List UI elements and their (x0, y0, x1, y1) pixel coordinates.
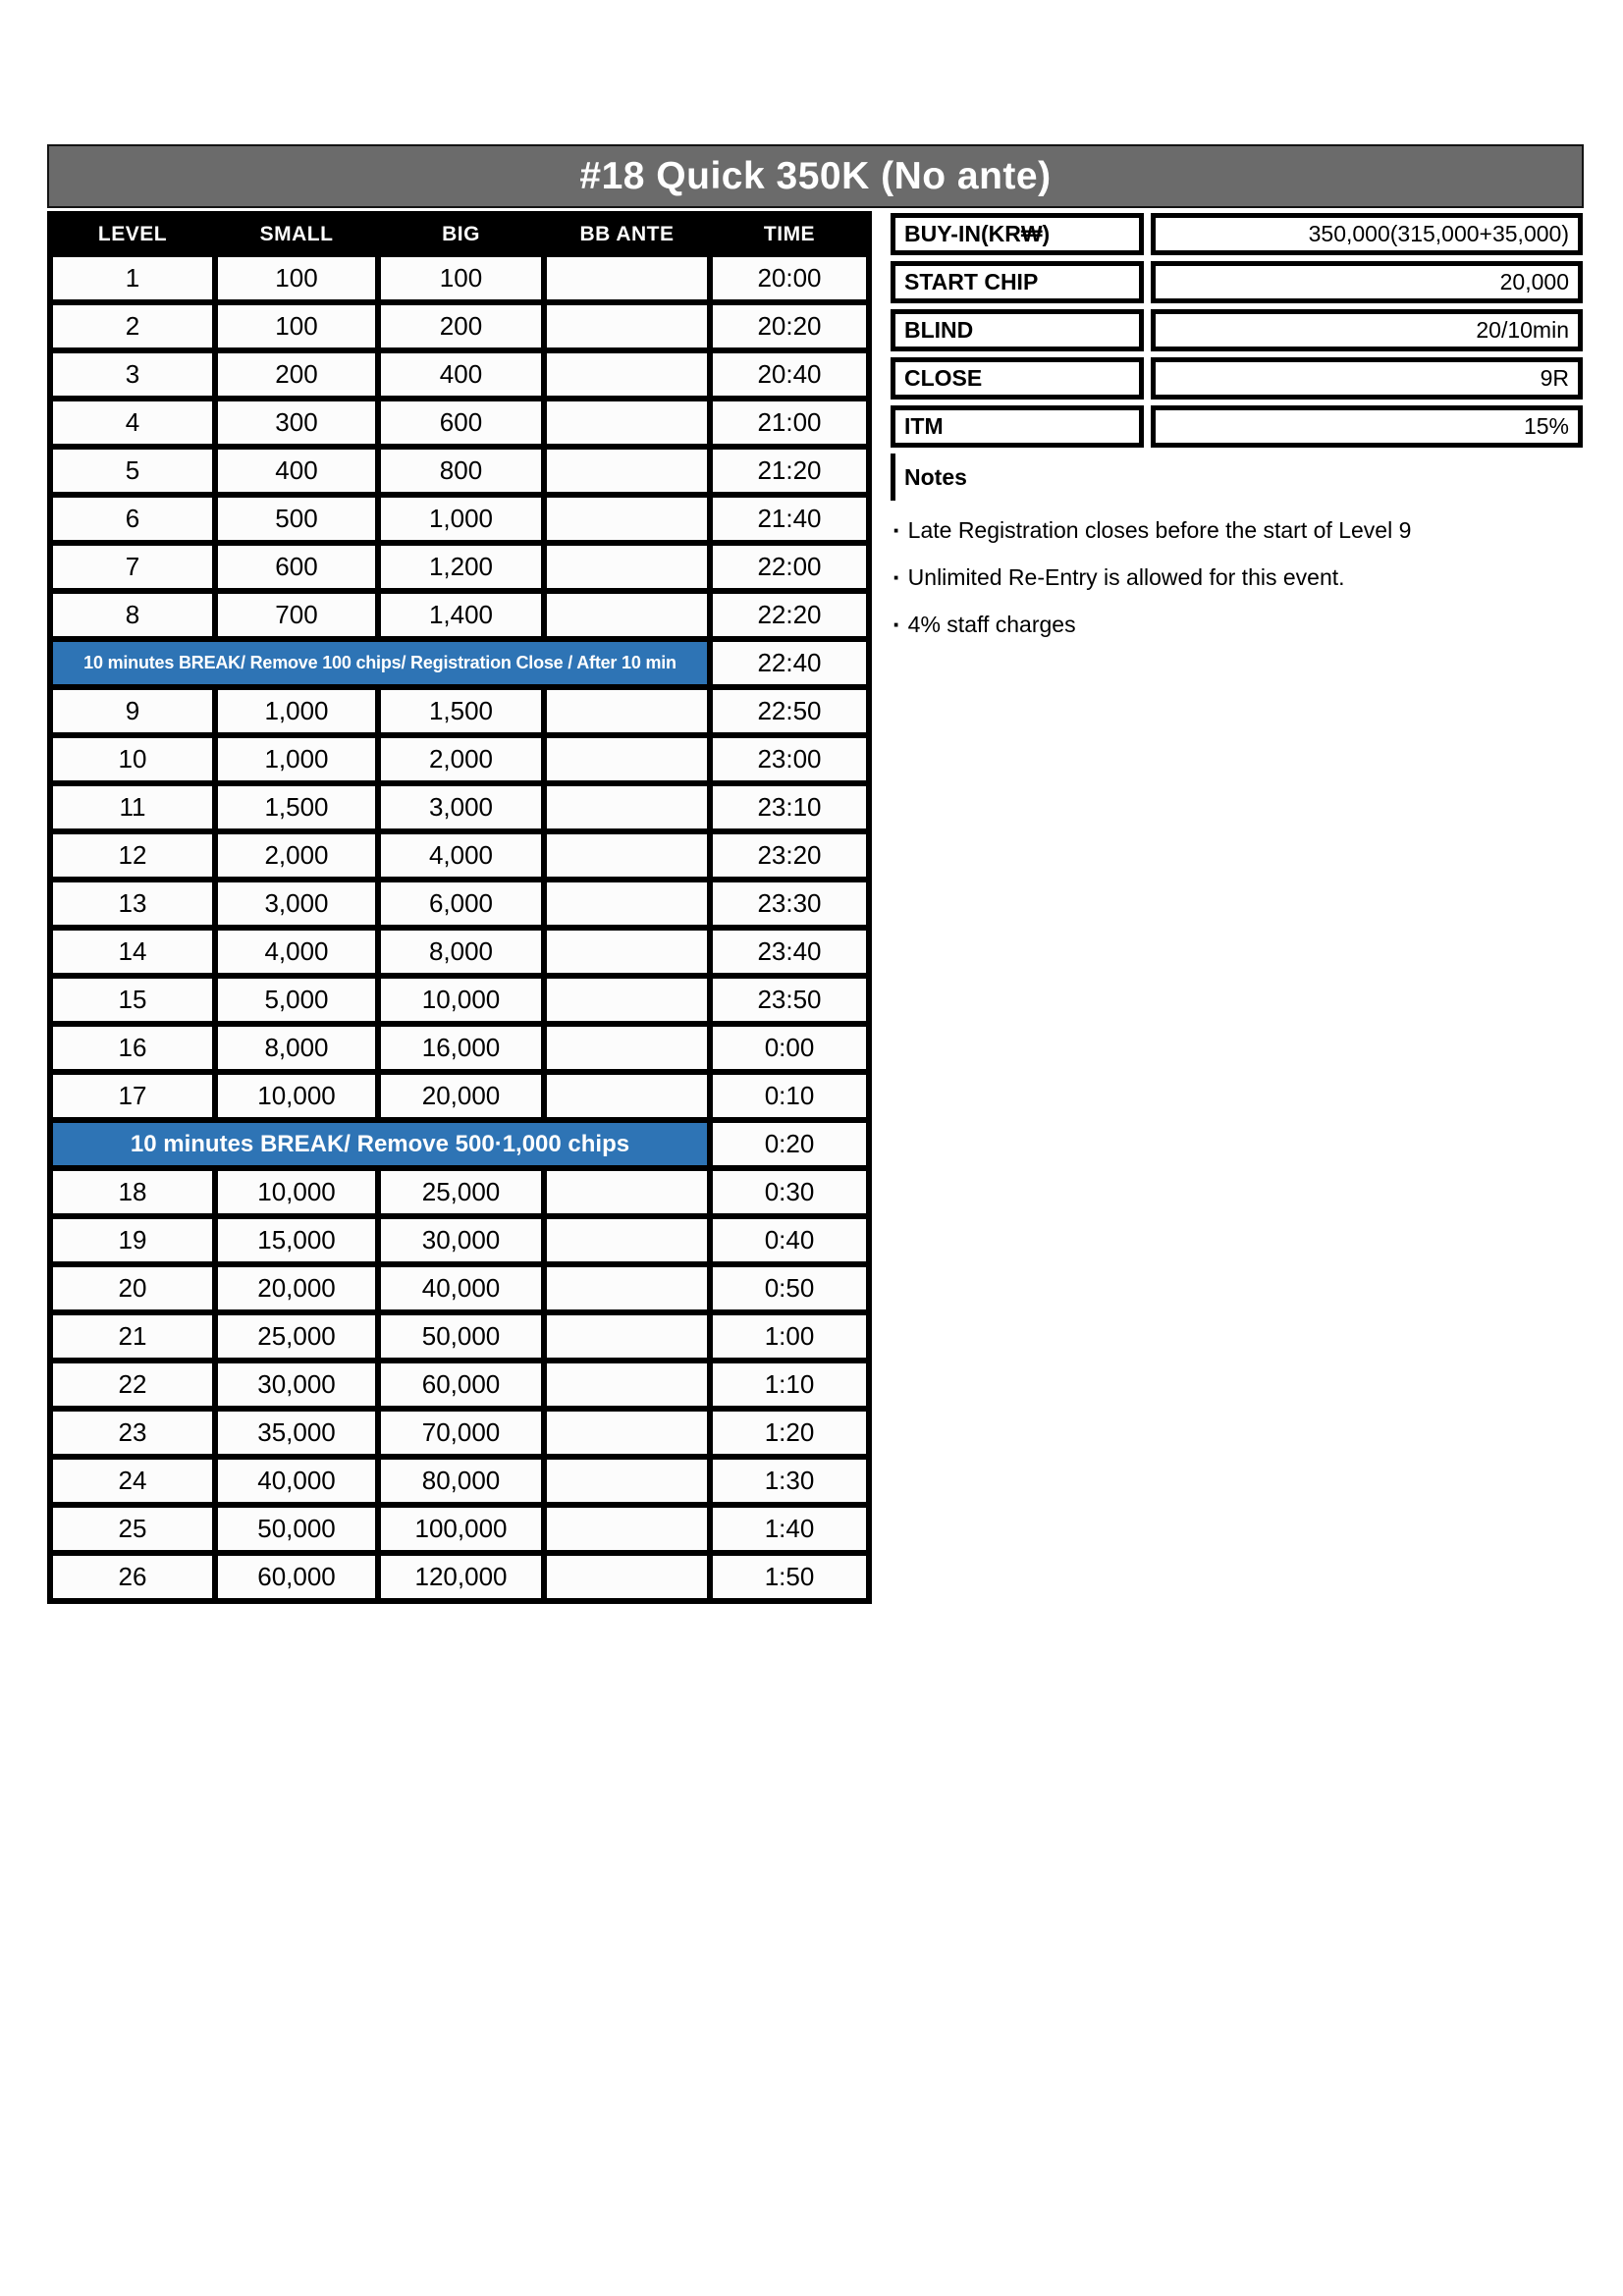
note-item (891, 554, 1584, 601)
level-row (50, 399, 869, 447)
time-cell: 1:30 (710, 1457, 869, 1505)
level-cell: 3 (50, 350, 215, 399)
level-cell: 8 (50, 591, 215, 639)
small-blind-cell: 35,000 (215, 1409, 378, 1457)
small-blind-cell: 8,000 (215, 1024, 378, 1072)
level-cell: 17 (50, 1072, 215, 1120)
level-row (50, 735, 869, 783)
level-cell: 4 (50, 399, 215, 447)
time-cell: 23:50 (710, 976, 869, 1024)
level-row (50, 254, 869, 302)
header-row (50, 214, 869, 254)
level-row (50, 543, 869, 591)
note-bullet: · (893, 562, 901, 592)
big-blind-cell: 8,000 (378, 928, 544, 976)
level-row (50, 447, 869, 495)
note-bullet: · (893, 610, 901, 639)
info-value: 9R (1151, 357, 1583, 400)
note-item (891, 601, 1584, 648)
small-blind-cell: 2,000 (215, 831, 378, 880)
big-blind-cell: 16,000 (378, 1024, 544, 1072)
level-row (50, 1024, 869, 1072)
note-text: Late Registration closes before the start of Level 9 (907, 516, 1412, 543)
bb-ante-cell (544, 687, 710, 735)
small-blind-cell: 10,000 (215, 1168, 378, 1216)
bb-ante-cell (544, 928, 710, 976)
big-blind-cell: 1,400 (378, 591, 544, 639)
level-cell: 14 (50, 928, 215, 976)
level-row (50, 495, 869, 543)
small-blind-cell: 1,000 (215, 735, 378, 783)
small-blind-cell: 300 (215, 399, 378, 447)
bb-ante-cell (544, 1216, 710, 1264)
bb-ante-cell (544, 1312, 710, 1361)
bb-ante-cell (544, 1505, 710, 1553)
level-row (50, 783, 869, 831)
bb-ante-cell (544, 1168, 710, 1216)
bb-ante-cell (544, 1264, 710, 1312)
bb-ante-cell (544, 1457, 710, 1505)
note-text: Unlimited Re-Entry is allowed for this event. (907, 563, 1345, 590)
level-row (50, 1505, 869, 1553)
level-cell: 2 (50, 302, 215, 350)
big-blind-cell: 1,500 (378, 687, 544, 735)
big-blind-cell: 30,000 (378, 1216, 544, 1264)
bb-ante-cell (544, 880, 710, 928)
big-blind-cell: 50,000 (378, 1312, 544, 1361)
small-blind-cell: 1,500 (215, 783, 378, 831)
column-header-big: BIG (378, 214, 544, 254)
break-label-cell: 10 minutes BREAK/ Remove 500·1,000 chips (50, 1120, 710, 1168)
level-cell: 15 (50, 976, 215, 1024)
level-cell: 22 (50, 1361, 215, 1409)
level-row (50, 1409, 869, 1457)
big-blind-cell: 70,000 (378, 1409, 544, 1457)
time-cell: 23:10 (710, 783, 869, 831)
small-blind-cell: 30,000 (215, 1361, 378, 1409)
bb-ante-cell (544, 399, 710, 447)
level-cell: 13 (50, 880, 215, 928)
small-blind-cell: 600 (215, 543, 378, 591)
bb-ante-cell (544, 783, 710, 831)
time-cell: 1:50 (710, 1553, 869, 1601)
level-row (50, 1216, 869, 1264)
big-blind-cell: 10,000 (378, 976, 544, 1024)
big-blind-cell: 800 (378, 447, 544, 495)
level-row (50, 1553, 869, 1601)
level-cell: 5 (50, 447, 215, 495)
small-blind-cell: 3,000 (215, 880, 378, 928)
time-cell: 23:00 (710, 735, 869, 783)
small-blind-cell: 15,000 (215, 1216, 378, 1264)
bb-ante-cell (544, 350, 710, 399)
time-cell: 1:40 (710, 1505, 869, 1553)
small-blind-cell: 100 (215, 302, 378, 350)
info-value: 20/10min (1151, 309, 1583, 351)
bb-ante-cell (544, 543, 710, 591)
note-text: 4% staff charges (907, 611, 1076, 637)
big-blind-cell: 4,000 (378, 831, 544, 880)
time-cell: 0:20 (710, 1120, 869, 1168)
level-row (50, 302, 869, 350)
column-header-time: TIME (710, 214, 869, 254)
blind-structure-table (47, 211, 872, 1604)
big-blind-cell: 400 (378, 350, 544, 399)
break-label-cell: 10 minutes BREAK/ Remove 100 chips/ Registration Close / After 10 min (50, 639, 710, 687)
bb-ante-cell (544, 495, 710, 543)
info-label: CLOSE (891, 357, 1144, 400)
level-cell: 16 (50, 1024, 215, 1072)
big-blind-cell: 20,000 (378, 1072, 544, 1120)
column-header-bb-ante: BB ANTE (544, 214, 710, 254)
level-row (50, 976, 869, 1024)
info-label: START CHIP (891, 261, 1144, 303)
small-blind-cell: 100 (215, 254, 378, 302)
small-blind-cell: 1,000 (215, 687, 378, 735)
info-value: 15% (1151, 405, 1583, 448)
big-blind-cell: 40,000 (378, 1264, 544, 1312)
time-cell: 23:30 (710, 880, 869, 928)
time-cell: 20:20 (710, 302, 869, 350)
level-cell: 25 (50, 1505, 215, 1553)
info-row-buy-in-kr (891, 213, 1583, 255)
title-bar (47, 144, 1584, 208)
time-cell: 23:20 (710, 831, 869, 880)
bb-ante-cell (544, 254, 710, 302)
level-row (50, 831, 869, 880)
small-blind-cell: 50,000 (215, 1505, 378, 1553)
time-cell: 21:40 (710, 495, 869, 543)
level-row (50, 1361, 869, 1409)
time-cell: 0:30 (710, 1168, 869, 1216)
bb-ante-cell (544, 447, 710, 495)
small-blind-cell: 10,000 (215, 1072, 378, 1120)
level-row (50, 591, 869, 639)
big-blind-cell: 2,000 (378, 735, 544, 783)
time-cell: 20:00 (710, 254, 869, 302)
level-cell: 6 (50, 495, 215, 543)
level-row (50, 880, 869, 928)
bb-ante-cell (544, 1361, 710, 1409)
time-cell: 21:20 (710, 447, 869, 495)
big-blind-cell: 120,000 (378, 1553, 544, 1601)
time-cell: 23:40 (710, 928, 869, 976)
small-blind-cell: 4,000 (215, 928, 378, 976)
big-blind-cell: 100 (378, 254, 544, 302)
level-row (50, 1168, 869, 1216)
info-label: BLIND (891, 309, 1144, 351)
time-cell: 21:00 (710, 399, 869, 447)
level-cell: 7 (50, 543, 215, 591)
big-blind-cell: 80,000 (378, 1457, 544, 1505)
page-title: #18 Quick 350K (No ante) (579, 154, 1052, 197)
time-cell: 1:00 (710, 1312, 869, 1361)
bb-ante-cell (544, 1072, 710, 1120)
blind-table-body (50, 254, 869, 1601)
small-blind-cell: 20,000 (215, 1264, 378, 1312)
level-cell: 12 (50, 831, 215, 880)
info-row-close (891, 357, 1583, 400)
level-cell: 21 (50, 1312, 215, 1361)
level-row (50, 1457, 869, 1505)
small-blind-cell: 700 (215, 591, 378, 639)
level-cell: 1 (50, 254, 215, 302)
small-blind-cell: 400 (215, 447, 378, 495)
time-cell: 22:20 (710, 591, 869, 639)
time-cell: 1:10 (710, 1361, 869, 1409)
time-cell: 22:50 (710, 687, 869, 735)
bb-ante-cell (544, 1553, 710, 1601)
info-label: BUY-IN(KR₩) (891, 213, 1144, 255)
small-blind-cell: 25,000 (215, 1312, 378, 1361)
column-header-small: SMALL (215, 214, 378, 254)
level-cell: 19 (50, 1216, 215, 1264)
time-cell: 0:10 (710, 1072, 869, 1120)
level-cell: 11 (50, 783, 215, 831)
info-row-start-chip (891, 261, 1583, 303)
break-row (50, 1120, 869, 1168)
break-row (50, 639, 869, 687)
level-cell: 10 (50, 735, 215, 783)
time-cell: 20:40 (710, 350, 869, 399)
level-row (50, 1264, 869, 1312)
big-blind-cell: 3,000 (378, 783, 544, 831)
info-label: ITM (891, 405, 1144, 448)
level-cell: 18 (50, 1168, 215, 1216)
notes-heading: Notes (891, 454, 1584, 501)
bb-ante-cell (544, 591, 710, 639)
big-blind-cell: 1,200 (378, 543, 544, 591)
info-row-itm (891, 405, 1583, 448)
time-cell: 22:00 (710, 543, 869, 591)
small-blind-cell: 40,000 (215, 1457, 378, 1505)
bb-ante-cell (544, 302, 710, 350)
small-blind-cell: 500 (215, 495, 378, 543)
bb-ante-cell (544, 1409, 710, 1457)
big-blind-cell: 60,000 (378, 1361, 544, 1409)
bb-ante-cell (544, 831, 710, 880)
big-blind-cell: 1,000 (378, 495, 544, 543)
info-value: 20,000 (1151, 261, 1583, 303)
note-item (891, 507, 1584, 554)
level-row (50, 1312, 869, 1361)
bb-ante-cell (544, 976, 710, 1024)
big-blind-cell: 6,000 (378, 880, 544, 928)
info-row-blind (891, 309, 1583, 351)
big-blind-cell: 100,000 (378, 1505, 544, 1553)
info-box (891, 213, 1583, 454)
bb-ante-cell (544, 1024, 710, 1072)
level-cell: 26 (50, 1553, 215, 1601)
level-cell: 23 (50, 1409, 215, 1457)
level-row (50, 350, 869, 399)
level-row (50, 1072, 869, 1120)
level-row (50, 928, 869, 976)
time-cell: 0:50 (710, 1264, 869, 1312)
time-cell: 22:40 (710, 639, 869, 687)
notes-section (891, 454, 1584, 648)
small-blind-cell: 200 (215, 350, 378, 399)
bb-ante-cell (544, 735, 710, 783)
small-blind-cell: 5,000 (215, 976, 378, 1024)
small-blind-cell: 60,000 (215, 1553, 378, 1601)
info-value: 350,000(315,000+35,000) (1151, 213, 1583, 255)
level-cell: 24 (50, 1457, 215, 1505)
column-header-level: LEVEL (50, 214, 215, 254)
big-blind-cell: 200 (378, 302, 544, 350)
big-blind-cell: 600 (378, 399, 544, 447)
notes-list (891, 507, 1584, 648)
level-row (50, 687, 869, 735)
level-cell: 20 (50, 1264, 215, 1312)
big-blind-cell: 25,000 (378, 1168, 544, 1216)
note-bullet: · (893, 515, 901, 545)
level-cell: 9 (50, 687, 215, 735)
time-cell: 0:00 (710, 1024, 869, 1072)
time-cell: 0:40 (710, 1216, 869, 1264)
time-cell: 1:20 (710, 1409, 869, 1457)
